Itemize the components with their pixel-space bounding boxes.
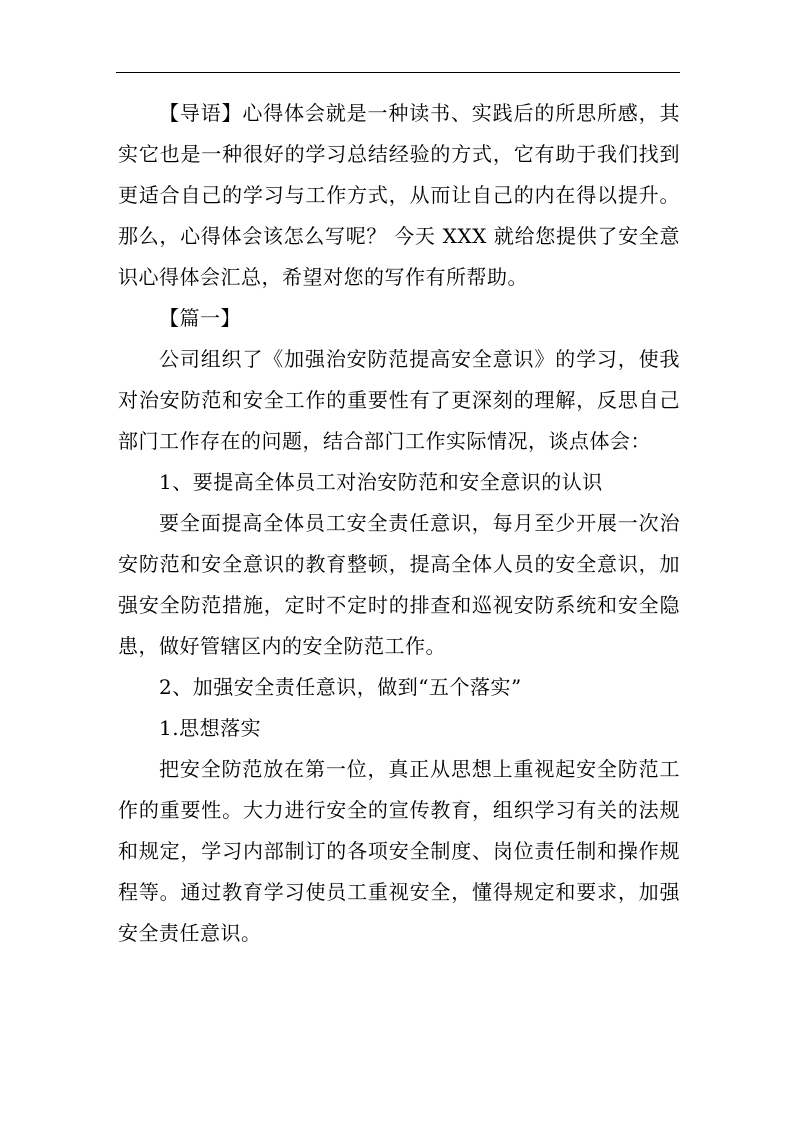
section-heading: 【篇一】 [159, 306, 241, 330]
intro-paragraph: 【导语】心得体会就是一种读书、实践后的所思所感，其实它也是一种很好的学习总结经验的方式，它有助于我们找到更适合自己的学习与工作方式，从而让自己的内在得以提升。那么，心得体会该怎么写呢？ 今天 XXX 就给您提供了安全意识心得体会汇总，希望对您的写作有所帮助。 [118, 101, 680, 289]
subheading: 1、要提高全体员工对治安防范和安全意识的认识 [159, 470, 603, 494]
document-body [118, 93, 680, 954]
body-paragraph: 公司组织了《加强治安防范提高安全意识》的学习，使我对治安防范和安全工作的重要性有了更深刻的理解，反思自己部门工作存在的问题，结合部门工作实际情况，谈点体会： [118, 347, 680, 453]
body-paragraph: 把安全防范放在第一位，真正从思想上重视起安全防范工作的重要性。大力进行安全的宣传教育，组织学习有关的法规和规定，学习内部制订的各项安全制度、岗位责任制和操作规程等。通过教育学习使员工重视安全，懂得规定和要求，加强安全责任意识。 [118, 757, 680, 945]
subheading: 1.思想落实 [159, 716, 262, 740]
subheading: 2、加强安全责任意识，做到“五个落实” [159, 675, 522, 699]
body-paragraph: 要全面提高全体员工安全责任意识，每月至少开展一次治安防范和安全意识的教育整顿，提高全体人员的安全意识，加强安全防范措施，定时不定时的排查和巡视安防系统和安全隐患，做好管辖区内的安全防范工作。 [118, 511, 680, 658]
header-rule [116, 72, 680, 73]
